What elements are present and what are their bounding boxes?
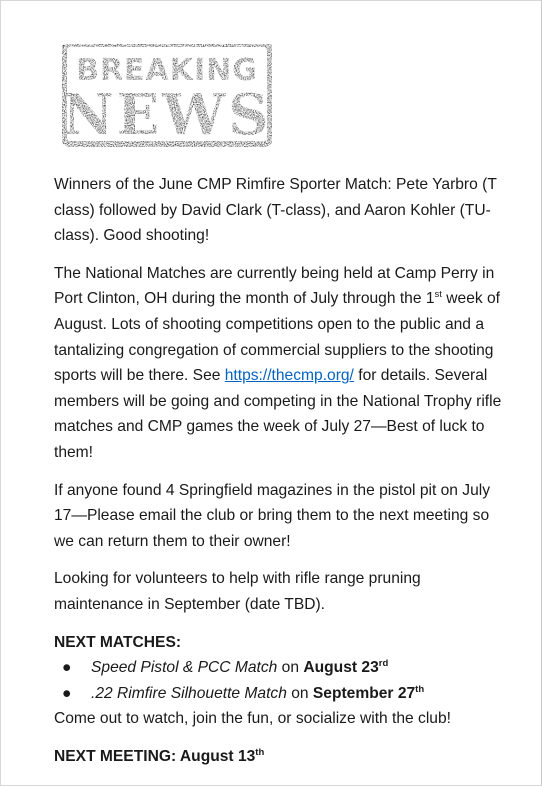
next-matches-list — [54, 655, 510, 706]
match-on: on — [286, 684, 313, 702]
logo-line-breaking: BREAKING — [76, 53, 258, 88]
list-item — [54, 681, 510, 707]
national-matches-paragraph — [54, 261, 510, 466]
next-meeting-ordinal: th — [255, 746, 265, 758]
cmp-link[interactable]: https://thecmp.org/ — [224, 367, 354, 385]
match-name: Speed Pistol & PCC Match — [91, 659, 278, 677]
match-date: September 27 — [312, 684, 416, 702]
match-on: on — [277, 659, 304, 677]
match-date: August 23 — [303, 659, 379, 677]
bullet-icon: ● — [62, 659, 72, 677]
national-text-b: week of August. Lots of shooting competitions open to the public and a tantalizing congregation of commercial suppliers to the shooting sports will be there. See — [54, 290, 500, 385]
breaking-news-stamp-logo — [60, 40, 274, 148]
newsletter-body — [54, 172, 510, 769]
national-ordinal: st — [434, 289, 442, 301]
national-text-a: The National Matches are currently being held at Camp Perry in Port Clinton, OH during the month of July through the 1 — [54, 264, 495, 308]
national-text-c: for details. Several members will be going and competing in the National Trophy rifle matches and CMP games the week of July 27—Best of luck to them! — [54, 367, 502, 461]
next-matches-heading: NEXT MATCHES: — [54, 633, 182, 651]
next-meeting-label: NEXT MEETING: August 13 — [54, 747, 256, 765]
winners-paragraph: Winners of the June CMP Rimfire Sporter Match: Pete Yarbro (T class) followed by David Clark (T-class), and Aaron Kohler (TU-class). Good shooting! — [54, 176, 497, 245]
next-meeting — [54, 744, 510, 770]
match-date-ordinal: rd — [378, 658, 389, 670]
magazines-paragraph: If anyone found 4 Springfield magazines in the pistol pit on July 17—Please email the club or bring them to the next meeting so we can return them to their owner! — [54, 481, 491, 550]
volunteers-paragraph: Looking for volunteers to help with rifle range pruning maintenance in September (date TBD). — [54, 570, 421, 613]
match-date-ordinal: th — [415, 683, 425, 695]
logo-line-news: NEWS — [62, 82, 272, 148]
bullet-icon: ● — [62, 684, 72, 702]
list-item — [54, 655, 510, 681]
match-name: .22 Rimfire Silhouette Match — [91, 684, 287, 702]
matches-footer: Come out to watch, join the fun, or socialize with the club! — [54, 710, 451, 728]
